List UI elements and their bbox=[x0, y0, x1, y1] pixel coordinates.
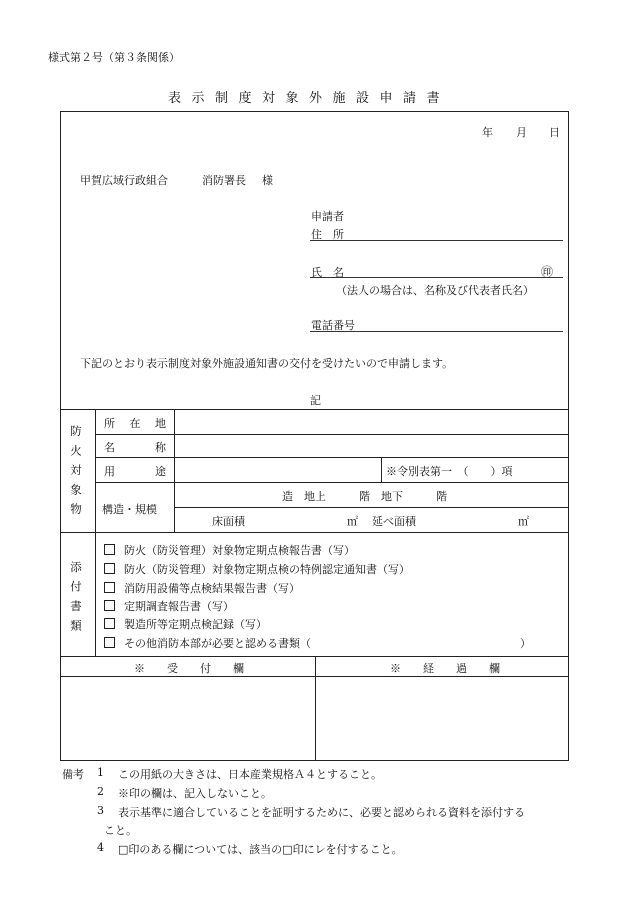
checkbox-icon[interactable] bbox=[104, 544, 115, 555]
date-month: 月 bbox=[516, 126, 527, 139]
attachments-side-label: 添付書類 bbox=[69, 561, 83, 639]
date-year: 年 bbox=[482, 126, 493, 139]
checkbox-icon[interactable] bbox=[104, 600, 115, 611]
note-text-continued: こと。 bbox=[104, 824, 137, 837]
total-area-label: 延べ面積 bbox=[372, 515, 416, 528]
address-label: 住 所 bbox=[311, 228, 344, 241]
use-label: 用 途 bbox=[104, 465, 166, 478]
notes-heading: 備考 bbox=[62, 768, 84, 781]
structure-line[interactable]: 造 地上 階 地下 階 bbox=[282, 490, 447, 503]
checkbox-icon[interactable] bbox=[104, 582, 115, 593]
floor-area-unit: ㎡ bbox=[347, 515, 358, 528]
name-field[interactable] bbox=[310, 277, 563, 278]
date-day: 日 bbox=[549, 126, 560, 139]
page-title: 表示制度対象外施設申請書 bbox=[168, 91, 451, 106]
structure-label: 構造・規模 bbox=[102, 503, 157, 516]
progress-box[interactable] bbox=[316, 677, 568, 760]
corp-note: （法人の場合は、名称及び代表者氏名） bbox=[336, 284, 534, 297]
table-divider bbox=[95, 482, 569, 483]
order-table-field[interactable]: ※令別表第一 （ ）項 bbox=[386, 465, 513, 478]
note-number: 2 bbox=[97, 785, 104, 798]
note-text: 表示基準に適合していることを証明するために、必要と認められる資料を添付する bbox=[118, 806, 525, 819]
note-number: 1 bbox=[97, 766, 104, 779]
name-label: 氏 名 bbox=[311, 266, 344, 279]
building-side-label: 防火対象物 bbox=[69, 425, 83, 523]
attachment-item[interactable]: その他消防本部が必要と認める書類（ ） bbox=[104, 635, 531, 651]
progress-header: ※ 経 過 欄 bbox=[390, 662, 500, 675]
attachment-item[interactable]: 防火（防災管理）対象物定期点検の特例認定通知書（写） bbox=[104, 561, 410, 577]
reception-header: ※ 受 付 欄 bbox=[134, 662, 244, 675]
location-input[interactable] bbox=[176, 410, 568, 433]
building-name-input[interactable] bbox=[176, 435, 568, 456]
addressee-role: 消防署長 bbox=[202, 174, 246, 187]
floor-area-label: 床面積 bbox=[212, 515, 245, 528]
phone-label: 電話番号 bbox=[311, 319, 355, 332]
use-input[interactable] bbox=[176, 458, 380, 481]
ki-label: 記 bbox=[310, 394, 321, 407]
seal-mark: ㊞ bbox=[541, 265, 554, 279]
note-text: ※印の欄は、記入しないこと。 bbox=[118, 787, 272, 800]
addressee-honorific: 様 bbox=[262, 174, 273, 187]
addressee-org: 甲賀広域行政組合 bbox=[80, 174, 168, 187]
checkbox-icon[interactable] bbox=[104, 563, 115, 574]
note-text: この用紙の大きさは、日本産業規格Ａ４とすること。 bbox=[118, 768, 382, 781]
table-divider bbox=[95, 532, 96, 656]
table-divider bbox=[381, 457, 382, 482]
table-divider bbox=[174, 507, 569, 508]
note-text: □印のある欄については、該当の□印にレを付すること。 bbox=[118, 843, 403, 856]
location-label: 所 在 地 bbox=[104, 417, 166, 430]
applicant-heading: 申請者 bbox=[311, 210, 344, 223]
request-text: 下記のとおり表示制度対象外施設通知書の交付を受けたいので申請します。 bbox=[80, 357, 454, 370]
table-divider bbox=[95, 409, 96, 532]
checkbox-icon[interactable] bbox=[104, 618, 115, 629]
attachment-item[interactable]: 定期調査報告書（写） bbox=[104, 598, 234, 614]
phone-field[interactable] bbox=[310, 331, 563, 332]
attachment-item[interactable]: 消防用設備等点検結果報告書（写） bbox=[104, 580, 300, 596]
note-number: 3 bbox=[97, 804, 104, 817]
table-divider bbox=[174, 409, 175, 532]
checkbox-icon[interactable] bbox=[104, 637, 115, 648]
attachment-item[interactable]: 製造所等定期点検記録（写） bbox=[104, 616, 267, 632]
table-divider bbox=[60, 532, 569, 533]
form-number: 様式第２号（第３条関係） bbox=[48, 51, 180, 64]
total-area-unit: ㎡ bbox=[518, 515, 529, 528]
address-field[interactable] bbox=[310, 240, 563, 241]
reception-box[interactable] bbox=[61, 677, 314, 760]
note-number: 4 bbox=[97, 841, 104, 854]
building-name-label: 名 称 bbox=[104, 441, 166, 454]
attachment-item[interactable]: 防火（防災管理）対象物定期点検報告書（写） bbox=[104, 542, 355, 558]
